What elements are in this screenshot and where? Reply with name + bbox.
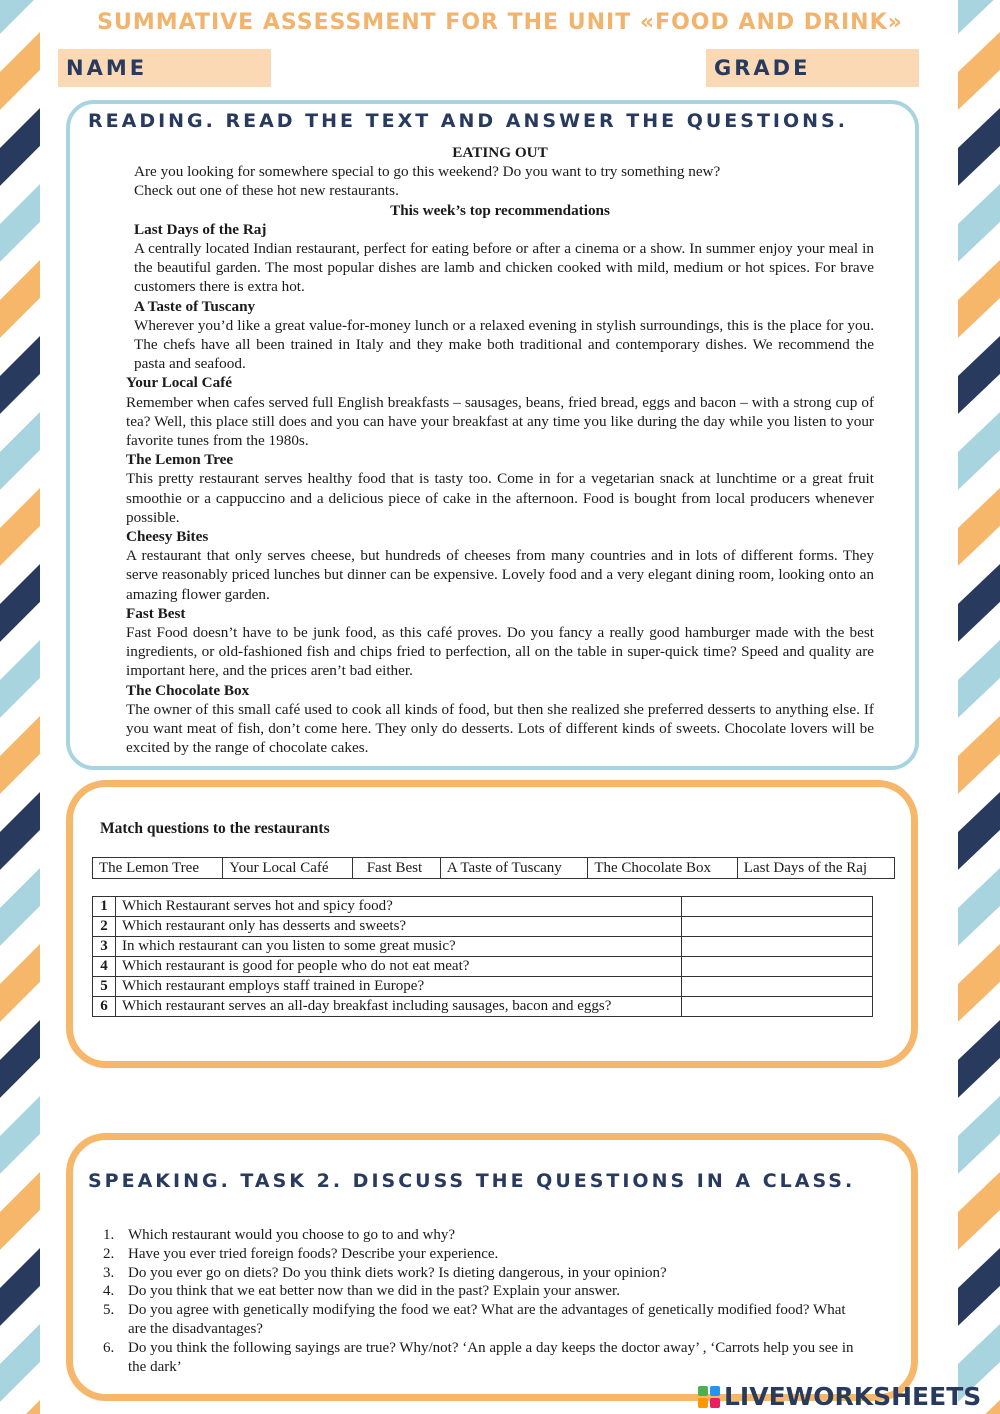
list-item xyxy=(103,1301,863,1339)
restaurant-name: A Taste of Tuscany xyxy=(134,297,256,315)
table-row xyxy=(93,937,873,957)
page-title: SUMMATIVE ASSESSMENT FOR THE UNIT «FOOD AND DRINK» xyxy=(97,10,903,35)
reading-heading: READING. READ THE TEXT AND ANSWER THE QUESTIONS. xyxy=(88,110,848,132)
restaurant-description: Remember when cafes served full English breakfasts – sausages, beans, fried bread, eggs and bacon – with a strong cup of tea? Well, this place still does and you can have your breakfast at any time you like during the day while you listen to your favorite tunes from the 1980s. xyxy=(126,393,874,450)
item-text: Do you agree with genetically modifying the food we eat? What are the advantages of genetically modified food? What are the disadvantages? xyxy=(128,1302,846,1337)
name-field[interactable]: NAME xyxy=(58,49,271,87)
table-row xyxy=(93,957,873,977)
answer-cell[interactable] xyxy=(682,997,873,1017)
answer-cell[interactable] xyxy=(682,917,873,937)
option-cell: The Lemon Tree xyxy=(93,858,223,879)
restaurant-options-table xyxy=(92,857,895,879)
list-item xyxy=(103,1339,863,1377)
option-cell: A Taste of Tuscany xyxy=(440,858,588,879)
speaking-questions-list xyxy=(103,1226,863,1376)
restaurant-name: Fast Best xyxy=(126,604,186,622)
restaurant-description: The owner of this small café used to cook all kinds of food, but then she realized she preferred desserts to anything else. If you want meat of fish, don’t come here. They only do desserts. Lots of different kinds of sweets. Chocolate lovers will be excited by the range of chocolate cakes. xyxy=(126,700,874,757)
restaurant-name: The Chocolate Box xyxy=(126,681,250,699)
list-item xyxy=(103,1226,863,1245)
list-item xyxy=(103,1264,863,1283)
option-cell: Fast Best xyxy=(352,858,440,879)
question-number: 4 xyxy=(93,957,116,977)
restaurant-name: Last Days of the Raj xyxy=(134,220,267,238)
item-number: 4. xyxy=(103,1283,115,1300)
question-number: 3 xyxy=(93,937,116,957)
answer-cell[interactable] xyxy=(682,897,873,917)
question-text: Which restaurant only has desserts and sweets? xyxy=(116,917,682,937)
matching-heading: Match questions to the restaurants xyxy=(100,820,330,837)
question-text: Which restaurant is good for people who do not eat meat? xyxy=(116,957,682,977)
question-text: Which restaurant serves an all-day breakfast including sausages, bacon and eggs? xyxy=(116,997,682,1017)
answer-cell[interactable] xyxy=(682,937,873,957)
restaurant-description: A centrally located Indian restaurant, perfect for eating before or after a cinema or a show. In summer enjoy your meal in the beautiful garden. The most popular dishes are lamb and chicken cooked with mild, medium or hot spices. For brave customers there is extra hot. xyxy=(134,240,874,296)
item-text: Do you think that we eat better now than we did in the past? Explain your answer. xyxy=(128,1283,620,1300)
table-row xyxy=(93,997,873,1017)
article-intro-1: Are you looking for somewhere special to go this weekend? Do you want to try something new? xyxy=(134,163,721,181)
table-row xyxy=(93,897,873,917)
item-number: 1. xyxy=(103,1227,115,1243)
item-text: Do you think the following sayings are true? Why/not? ‘An apple a day keeps the doctor away’ , ‘Carrots help you see in the dark’ xyxy=(128,1339,854,1375)
answer-cell[interactable] xyxy=(682,977,873,997)
option-cell: Last Days of the Raj xyxy=(737,858,894,879)
right-stripe-border xyxy=(958,0,1000,1414)
option-cell: The Chocolate Box xyxy=(588,858,737,879)
table-row xyxy=(93,917,873,937)
item-number: 5. xyxy=(103,1302,115,1319)
question-number: 2 xyxy=(93,917,116,937)
logo-icon xyxy=(698,1386,720,1408)
item-text: Do you ever go on diets? Do you think diets work? Is dieting dangerous, in your opinion? xyxy=(128,1264,667,1281)
question-number: 5 xyxy=(93,977,116,997)
reading-text xyxy=(126,143,874,758)
question-number: 6 xyxy=(93,997,116,1017)
question-text: Which Restaurant serves hot and spicy food? xyxy=(116,897,682,917)
list-item xyxy=(103,1245,863,1264)
restaurant-description: Fast Food doesn’t have to be junk food, as this café proves. Do you fancy a really good hamburger made with the best ingredients, or old-fashioned fish and chips fried to perfection, all on the table in super-quick time? Speed and quality are important here, and the prices aren’t bad either. xyxy=(126,624,874,680)
answer-cell[interactable] xyxy=(682,957,873,977)
restaurant-description: A restaurant that only serves cheese, but hundreds of cheeses from many countries and in lots of different forms. They serve reasonably priced lunches but dinner can be expensive. Lovely food and a very elegant dining room, looking onto an amazing flower garden. xyxy=(126,547,874,603)
restaurant-name: The Lemon Tree xyxy=(126,451,234,469)
list-item xyxy=(103,1282,863,1301)
article-intro-2: Check out one of these hot new restaurants. xyxy=(134,182,399,200)
question-number: 1 xyxy=(93,897,116,917)
matching-questions-table xyxy=(92,896,873,1017)
item-text: Have you ever tried foreign foods? Describe your experience. xyxy=(128,1245,499,1262)
logo-text: LIVEWORKSHEETS xyxy=(724,1382,982,1411)
grade-field[interactable]: GRADE xyxy=(706,49,919,87)
table-row xyxy=(93,977,873,997)
question-text: Which restaurant employs staff trained in Europe? xyxy=(116,977,682,997)
restaurant-description: This pretty restaurant serves healthy food that is tasty too. Come in for a vegetarian snack at lunchtime or a great fruit smoothie or a cappuccino and a delicious piece of cake in the afternoon. Food is bought from local producers whenever possible. xyxy=(126,470,874,526)
item-number: 2. xyxy=(103,1245,115,1262)
article-title: EATING OUT xyxy=(452,144,548,161)
left-stripe-border xyxy=(0,0,40,1414)
restaurant-description: Wherever you’d like a great value-for-money lunch or a relaxed evening in stylish surroundings, this is the place for you. The chefs have all been trained in Italy and they make both traditional and contemporary dishes. We recommend the pasta and seafood. xyxy=(134,316,874,373)
restaurant-name: Cheesy Bites xyxy=(126,528,209,546)
option-cell: Your Local Café xyxy=(223,858,352,879)
item-number: 3. xyxy=(103,1264,115,1281)
item-text: Which restaurant would you choose to go to and why? xyxy=(128,1227,456,1243)
question-text: In which restaurant can you listen to some great music? xyxy=(116,937,682,957)
article-subtitle: This week’s top recommendations xyxy=(390,201,610,219)
restaurant-name: Your Local Café xyxy=(126,374,233,392)
speaking-heading: SPEAKING. TASK 2. DISCUSS THE QUESTIONS IN A CLASS. xyxy=(88,1170,856,1192)
liveworksheets-logo[interactable] xyxy=(698,1382,981,1411)
item-number: 6. xyxy=(103,1339,115,1356)
